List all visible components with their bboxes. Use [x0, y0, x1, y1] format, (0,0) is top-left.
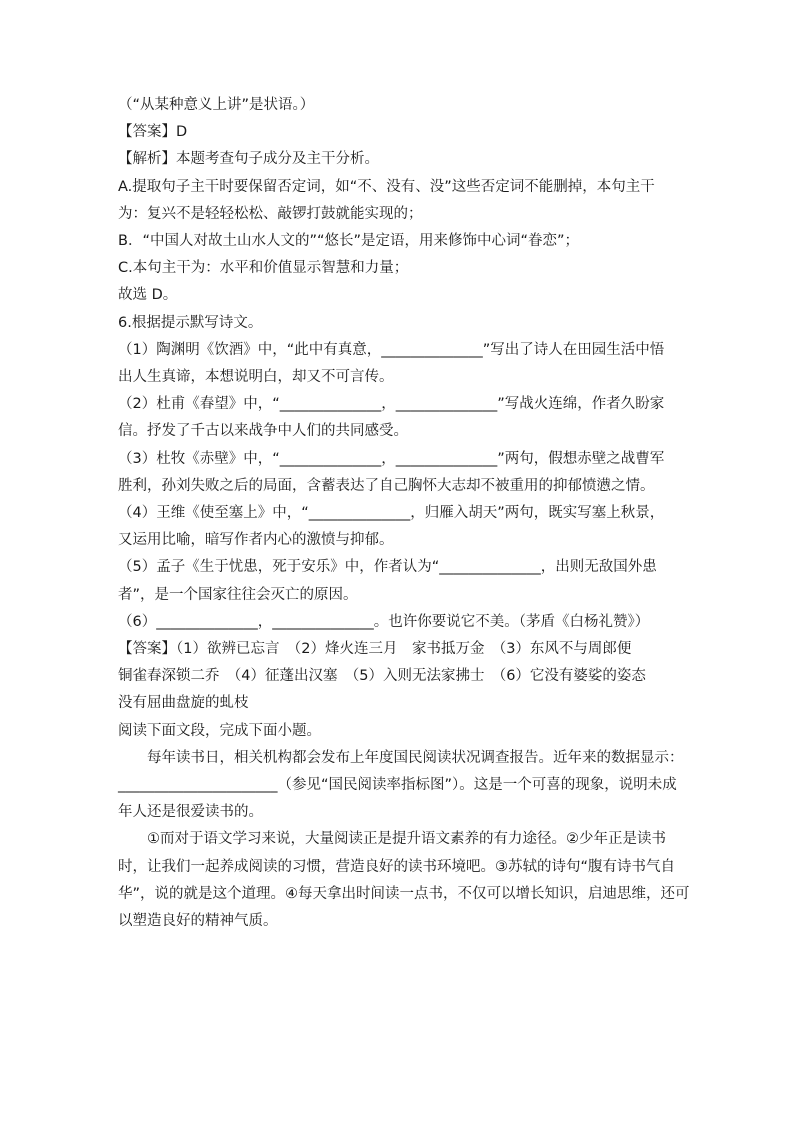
question-item: （4）王维《使至塞上》中，“______________，归雁入胡天”两句，既实写塞上秋景，	[118, 505, 665, 522]
text-line: 故选 D。	[118, 287, 178, 304]
text-line: （“从某种意义上讲”是状语。）	[118, 97, 315, 113]
text-line: 铜雀春深锁二乔 （4）征蓬出汉塞 （5）入则无法家拂士 （6）它没有婆娑的姿态	[118, 668, 646, 685]
question-item: （6）______________，______________。也许你要说它不美。（茅盾《白杨礼赞》）	[118, 613, 650, 630]
passage-line: 以塑造良好的精神气质。	[118, 913, 278, 930]
text-line: C.本句主干为：水平和价值显示智慧和力量；	[118, 260, 409, 277]
passage-line: ①而对于语文学习来说，大量阅读正是提升语文素养的有力途径。②少年正是读书	[147, 831, 666, 848]
analysis-line: 【解析】本题考查句子成分及主干分析。	[118, 151, 379, 168]
text-line: 为：复兴不是轻轻松松、敲锣打鼓就能实现的；	[118, 205, 423, 222]
passage-line: 每年读书日，相关机构都会发布上年度国民阅读状况调查报告。近年来的数据显示：	[147, 749, 684, 766]
text-line: 者”，是一个国家往往会灭亡的原因。	[118, 586, 358, 603]
question-item: （1）陶渊明《饮酒》中，“此中有真意，______________”写出了诗人在田园生活中悟	[118, 341, 665, 358]
question-item: （3）杜牧《赤壁》中，“______________，______________”两句，假想赤壁之战曹军	[118, 450, 665, 467]
passage-line: 年人还是很爱读书的。	[118, 804, 263, 821]
passage-line: 时，让我们一起养成阅读的习惯，营造良好的读书环境吧。③苏轼的诗句“腹有诗书气自	[118, 858, 676, 875]
question-item: （5）孟子《生于忧患，死于安乐》中，作者认为“______________，出则无敌国外患	[118, 559, 657, 576]
question-item: （2）杜甫《春望》中，“______________，______________”写战火连绵，作者久盼家	[118, 396, 665, 413]
passage-line: ______________________（参见“国民阅读率指标图”）。这是一个可喜的现象，说明未成	[118, 777, 677, 794]
instruction-line: 阅读下面文段，完成下面小题。	[118, 722, 321, 739]
text-line: 出人生真谛，本想说明白，却又不可言传。	[118, 369, 394, 386]
question-heading: 6.根据提示默写诗文。	[118, 314, 263, 331]
text-line: 又运用比喻，暗写作者内心的激愤与抑郁。	[118, 532, 394, 549]
answer-line: 【答案】D	[118, 124, 188, 141]
answer-line: 【答案】（1）欲辨已忘言 （2）烽火连三月 家书抵万金 （3）东风不与周郎便	[118, 641, 632, 658]
text-line: A.提取句子主干时要保留否定词，如“不、没有、没”这些否定词不能删掉，本句主干	[118, 178, 655, 195]
text-line: B．“中国人对故土山水人文的”“悠长”是定语，用来修饰中心词“眷恋”；	[118, 233, 580, 250]
passage-line: 华”，说的就是这个道理。④每天拿出时间读一点书，不仅可以增长知识，启迪思维，还可	[118, 885, 690, 902]
text-line: 没有屈曲盘旋的虬枝	[118, 695, 249, 712]
document-body	[118, 92, 690, 935]
text-line: 信。抒发了千古以来战争中人们的共同感受。	[118, 423, 408, 440]
text-line: 胜利，孙刘失败之后的局面，含蓄表达了自己胸怀大志却不被重用的抑郁愤懑之情。	[118, 477, 655, 494]
